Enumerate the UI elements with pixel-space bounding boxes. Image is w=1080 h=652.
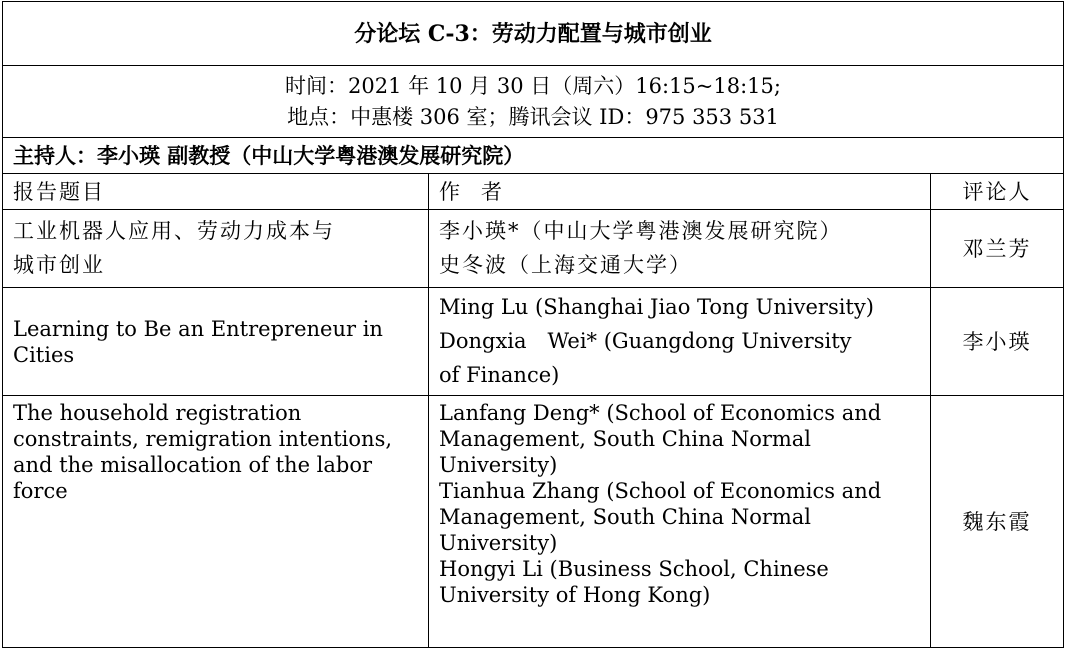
forum-chair — [3, 138, 1063, 174]
author-line: Management, South China Normal — [439, 427, 812, 451]
paper-title — [3, 396, 429, 647]
paper-title-line: force — [13, 479, 68, 503]
author-line: Tianhua Zhang (School of Economics and — [439, 479, 882, 503]
author-line: Dongxia Wei* (Guangdong University — [439, 329, 852, 353]
table-row — [3, 210, 1063, 288]
paper-authors — [429, 288, 931, 395]
forum-time: 时间：2021 年 10 月 30 日（周六）16:15~18:15; — [285, 73, 781, 98]
paper-title-line: 工业机器人应用、劳动力成本与 — [13, 219, 335, 243]
author-line: University) — [439, 531, 558, 555]
paper-title-line: Cities — [13, 342, 75, 367]
paper-title-line: 城市创业 — [13, 253, 105, 277]
author-line: Management, South China Normal — [439, 505, 812, 529]
paper-title — [3, 288, 429, 395]
paper-authors — [429, 210, 931, 287]
forum-info — [3, 66, 1063, 138]
forum-title-text: 分论坛 C-3：劳动力配置与城市创业 — [354, 20, 712, 47]
paper-title-line: and the misallocation of the labor — [13, 453, 373, 477]
paper-title-line: Learning to Be an Entrepreneur in — [13, 316, 383, 341]
paper-title-line: The household registration — [13, 401, 302, 425]
discussant: 李小瑛 — [962, 329, 1032, 354]
table-row — [3, 396, 1063, 647]
header-discussant: 评论人 — [962, 179, 1032, 204]
author-line: University of Hong Kong) — [439, 583, 711, 607]
forum-schedule-table — [2, 1, 1064, 648]
header-title: 报告题目 — [3, 174, 429, 209]
table-row — [3, 288, 1063, 396]
forum-chair-text: 主持人：李小瑛 副教授（中山大学粤港澳发展研究院） — [13, 142, 525, 168]
author-line: Ming Lu (Shanghai Jiao Tong University) — [439, 295, 874, 319]
paper-title — [3, 210, 429, 287]
author-line: 李小瑛*（中山大学粤港澳发展研究院） — [439, 219, 843, 243]
discussant: 邓兰芳 — [962, 236, 1032, 261]
forum-place: 地点：中惠楼 306 室；腾讯会议 ID：975 353 531 — [287, 104, 779, 129]
author-line: University) — [439, 453, 558, 477]
paper-authors — [429, 396, 931, 647]
author-line: 史冬波（上海交通大学） — [439, 253, 692, 277]
paper-title-line: constraints, remigration intentions, — [13, 427, 393, 451]
header-authors: 作 者 — [429, 174, 931, 209]
discussant: 魏东霞 — [962, 509, 1032, 534]
author-line: Lanfang Deng* (School of Economics and — [439, 401, 882, 425]
table-header-row — [3, 174, 1063, 210]
forum-title — [3, 2, 1063, 66]
author-line: of Finance) — [439, 363, 560, 387]
author-line: Hongyi Li (Business School, Chinese — [439, 557, 829, 581]
